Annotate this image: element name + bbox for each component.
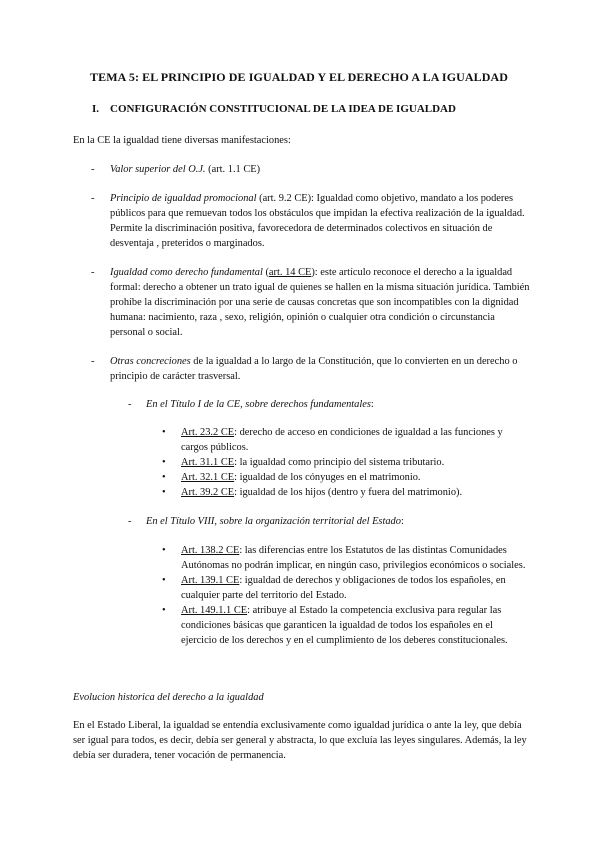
bullet-text: : igualdad de los hijos (dentro y fuera del matrimonio). xyxy=(234,487,463,498)
bullet-text: : derecho de acceso en condiciones de igualdad a las funciones y cargos públicos. xyxy=(181,427,503,453)
item-emphasis: Igualdad como derecho fundamental xyxy=(110,267,263,278)
history-heading: Evolucion historica del derecho a la igualdad xyxy=(73,692,264,703)
bullet-marker: • xyxy=(162,457,166,468)
bullet-marker: • xyxy=(162,605,166,616)
bullet-marker: • xyxy=(162,472,166,483)
item-text: de la igualdad a lo largo de la Constitución, que lo convierten en un derecho o principio de carácter trasversal. xyxy=(110,356,518,382)
intro-paragraph: En la CE la igualdad tiene diversas manifestaciones: xyxy=(73,135,291,146)
dash-marker: - xyxy=(91,164,95,175)
section-number: I. xyxy=(92,103,100,115)
bullet-marker: • xyxy=(162,575,166,586)
item-text: (art. 1.1 CE) xyxy=(205,164,261,175)
item-text: ): este artículo reconoce el derecho a la igualdad formal: derecho a obtener un trato igual de quienes se hallen en la misma situación jurídica. También prohíbe la discriminación por una serie de causas concretas que son incompatibles con la dignidad humana: nacimiento, raza , sexo, religión, opinión o cualquier otra condición o circunstancia personal o social. xyxy=(110,267,530,338)
section-heading: CONFIGURACIÓN CONSTITUCIONAL DE LA IDEA DE IGUALDAD xyxy=(110,103,456,115)
bullet-text: : la igualdad como principio del sistema tributario. xyxy=(234,457,445,468)
list-item xyxy=(162,485,531,500)
subgroup-heading-titulo-i xyxy=(146,397,374,412)
dash-marker: - xyxy=(91,193,95,204)
list-item-valor-superior xyxy=(110,162,530,177)
subgroup-heading-text: En el Título VIII, sobre la organización territorial del Estado xyxy=(146,516,401,527)
list-item xyxy=(162,470,531,485)
subgroup-heading-titulo-viii xyxy=(146,514,404,529)
list-item-otras-concreciones xyxy=(110,354,530,384)
bullet-marker: • xyxy=(162,427,166,438)
list-item xyxy=(162,603,531,648)
bullet-text: : las diferencias entre los Estatutos de las distintas Comunidades Autónomas no podrán implicar, en ningún caso, privilegios económicos o sociales. xyxy=(181,545,526,571)
dash-marker: - xyxy=(91,356,95,367)
list-item-igualdad-promocional xyxy=(110,191,530,251)
bullet-text: : atribuye al Estado la competencia exclusiva para regular las condiciones básicas que garanticen la igualdad de todos los españoles en el ejercicio de los derechos y en el cumplimiento de los deberes constitucionales. xyxy=(181,605,508,646)
bullet-marker: • xyxy=(162,487,166,498)
item-emphasis: Otras concreciones xyxy=(110,356,191,367)
list-item xyxy=(162,455,531,470)
subgroup-heading-colon: : xyxy=(370,399,374,410)
document-title: TEMA 5: EL PRINCIPIO DE IGUALDAD Y EL DERECHO A LA IGUALDAD xyxy=(90,70,509,84)
list-item xyxy=(162,573,531,603)
item-text: ( xyxy=(262,267,269,278)
bullet-text: : igualdad de derechos y obligaciones de todos los españoles, en cualquier parte del territorio del Estado. xyxy=(181,575,506,601)
article-reference-link[interactable]: Art. 139.1 CE xyxy=(181,575,240,586)
article-reference-link[interactable]: Art. 138.2 CE xyxy=(181,545,240,556)
item-text: (art. 9.2 CE): Igualdad como objetivo, mandato a los poderes públicos para que remuevan todos los obstáculos que impidan la efectiva realización de la igualdad. Permite la discriminación positiva, favorecedora de determinados colectivos en situación de desventaja , preteridos o marginados. xyxy=(110,193,525,249)
dash-marker: - xyxy=(128,516,132,527)
item-emphasis: Valor superior del O.J. xyxy=(110,164,206,175)
bullet-marker: • xyxy=(162,545,166,556)
item-emphasis: Principio de igualdad promocional xyxy=(110,193,257,204)
list-item-derecho-fundamental xyxy=(110,265,530,340)
bullet-list-titulo-i xyxy=(162,425,531,500)
subgroup-heading-text: En el Título I de la CE, sobre derechos fundamentales xyxy=(146,399,371,410)
article-reference-link[interactable]: Art. 32.1 CE xyxy=(181,472,235,483)
subgroup-heading-colon: : xyxy=(400,516,404,527)
article-reference-link[interactable]: Art. 39.2 CE xyxy=(181,487,235,498)
bullet-list-titulo-viii xyxy=(162,543,531,648)
bullet-text: : igualdad de los cónyuges en el matrimonio. xyxy=(234,472,421,483)
article-reference-link[interactable]: Art. 149.1.1 CE xyxy=(181,605,248,616)
article-reference-link[interactable]: Art. 23.2 CE xyxy=(181,427,235,438)
article-reference-link[interactable]: art. 14 CE xyxy=(268,267,312,278)
dash-marker: - xyxy=(91,267,95,278)
article-reference-link[interactable]: Art. 31.1 CE xyxy=(181,457,235,468)
list-item xyxy=(162,425,531,455)
dash-marker: - xyxy=(128,399,132,410)
list-item xyxy=(162,543,531,573)
history-paragraph: En el Estado Liberal, la igualdad se entendía exclusivamente como igualdad jurídica o ante la ley, que debía ser igual para todos, es decir, debía ser general y abstracta, lo que excluía las leyes singulares. Además, la ley debía ser duradera, tener vocación de permanencia. xyxy=(73,720,527,761)
